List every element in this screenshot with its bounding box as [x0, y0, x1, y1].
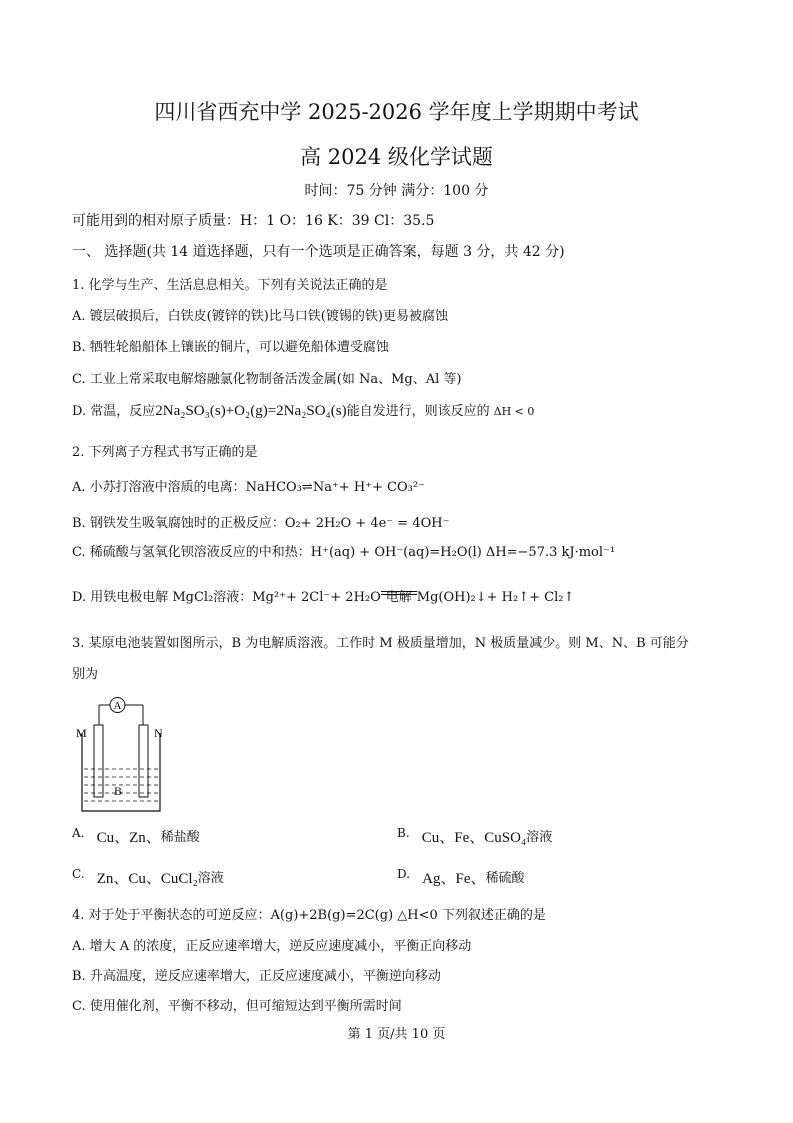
q2-d-prefix: D. 用铁电极电解 MgCl₂溶液：Mg²⁺+ 2Cl⁻+ 2H₂O	[72, 590, 381, 605]
electrode-n	[139, 725, 148, 797]
q3-option-a	[72, 826, 200, 847]
q1-option-a: A. 镀层破损后，白铁皮(镀锌的铁)比马口铁(镀锡的铁)更易被腐蚀	[72, 309, 448, 324]
q3-option-d	[397, 867, 525, 888]
q1-stem: 1. 化学与生产、生活息息相关。下列有关说法正确的是	[72, 278, 388, 293]
q3-d-metals: Ag、Fe、	[422, 871, 486, 887]
q4-stem: 4. 对于处于平衡状态的可逆反应：A(g)+2B(g)=2C(g) △H<0 下列叙述正确的是	[72, 908, 546, 923]
q3-c-letter: C.	[72, 867, 85, 881]
electrode-m-label: M	[76, 726, 87, 740]
equals-sign-icon	[381, 591, 417, 595]
q3-stem-line2: 别为	[72, 667, 99, 682]
q3-a-metals: Cu、Zn、	[96, 830, 161, 846]
q3-stem-line1: 3. 某原电池装置如图所示，B 为电解质溶液。工作时 M 极质量增加，N 极质量减少。则 M、N、B 可能分	[72, 636, 689, 651]
electrode-m	[94, 725, 103, 797]
solution-label: B	[113, 784, 123, 798]
page-footer: 第 1 页/共 10 页	[347, 1027, 446, 1042]
q1-d-dh: ΔH < 0	[493, 405, 535, 418]
q2-d-condition: 电解	[385, 590, 412, 605]
section-heading: 一、 选择题(共 14 道选择题，只有一个选项是正确答案，每题 3 分，共 42 分)	[72, 244, 565, 260]
q1-d-equation: 2Na₂SO₃(s)+O₂(g)=2Na₂SO₄(s)	[155, 403, 347, 419]
q3-b-solution: 溶液	[526, 830, 553, 845]
q2-stem: 2. 下列离子方程式书写正确的是	[72, 445, 258, 460]
exam-title-line1: 四川省西充中学 2025-2026 学年度上学期期中考试	[154, 100, 639, 124]
time-score-info: 时间：75 分钟 满分：100 分	[304, 183, 489, 199]
atomic-masses: 可能用到的相对原子质量：H：1 O：16 K：39 Cl：35.5	[72, 213, 435, 229]
q2-d-suffix: Mg(OH)₂↓+ H₂↑+ Cl₂↑	[416, 590, 575, 605]
q3-a-solution: 稀盐酸	[160, 830, 200, 845]
q3-a-letter: A.	[72, 826, 85, 840]
q2-option-d	[72, 586, 574, 605]
q1-option-c: C. 工业上常采取电解熔融氯化物制备活泼金属(如 Na、Mg、Al 等)	[72, 372, 462, 387]
exam-title-line2: 高 2024 级化学试题	[300, 145, 493, 169]
ammeter-label: A	[113, 700, 122, 712]
electrode-n-label: N	[154, 726, 163, 740]
q3-c-metals: Zn、Cu、CuCl₂	[96, 871, 198, 887]
q2-option-c: C. 稀硫酸与氢氧化钡溶液反应的中和热：H⁺(aq) + OH⁻(aq)=H₂O(l) ΔH=−57.3 kJ·mol⁻¹	[72, 545, 616, 560]
q3-option-b	[397, 826, 552, 847]
q2-option-b: B. 钢铁发生吸氧腐蚀时的正极反应：O₂+ 2H₂O + 4e⁻ = 4OH⁻	[72, 516, 450, 531]
q3-c-solution: 溶液	[197, 871, 224, 886]
q3-option-c	[72, 867, 224, 888]
q4-option-a: A. 增大 A 的浓度，正反应速率增大，逆反应速度减小，平衡正向移动	[72, 939, 472, 954]
q4-option-c: C. 使用催化剂，平衡不移动，但可缩短达到平衡所需时间	[72, 999, 402, 1014]
q1-option-b: B. 牺牲轮船船体上镶嵌的铜片，可以避免船体遭受腐蚀	[72, 340, 389, 355]
galvanic-cell-diagram	[72, 693, 172, 815]
q1-d-suffix: 能自发进行，则该反应的	[346, 404, 490, 419]
q2-option-a: A. 小苏打溶液中溶质的电离：NaHCO₃⇌Na⁺+ H⁺+ CO₃²⁻	[72, 480, 425, 495]
q4-option-b: B. 升高温度，逆反应速率增大，正反应速度减小，平衡逆向移动	[72, 969, 441, 984]
q3-d-letter: D.	[397, 867, 411, 881]
q1-d-prefix: D. 常温，反应	[72, 404, 156, 419]
q1-option-d	[72, 400, 534, 420]
q3-d-solution: 稀硫酸	[485, 871, 525, 886]
q3-b-letter: B.	[397, 826, 410, 840]
q3-b-metals: Cu、Fe、CuSO₄	[421, 830, 527, 846]
